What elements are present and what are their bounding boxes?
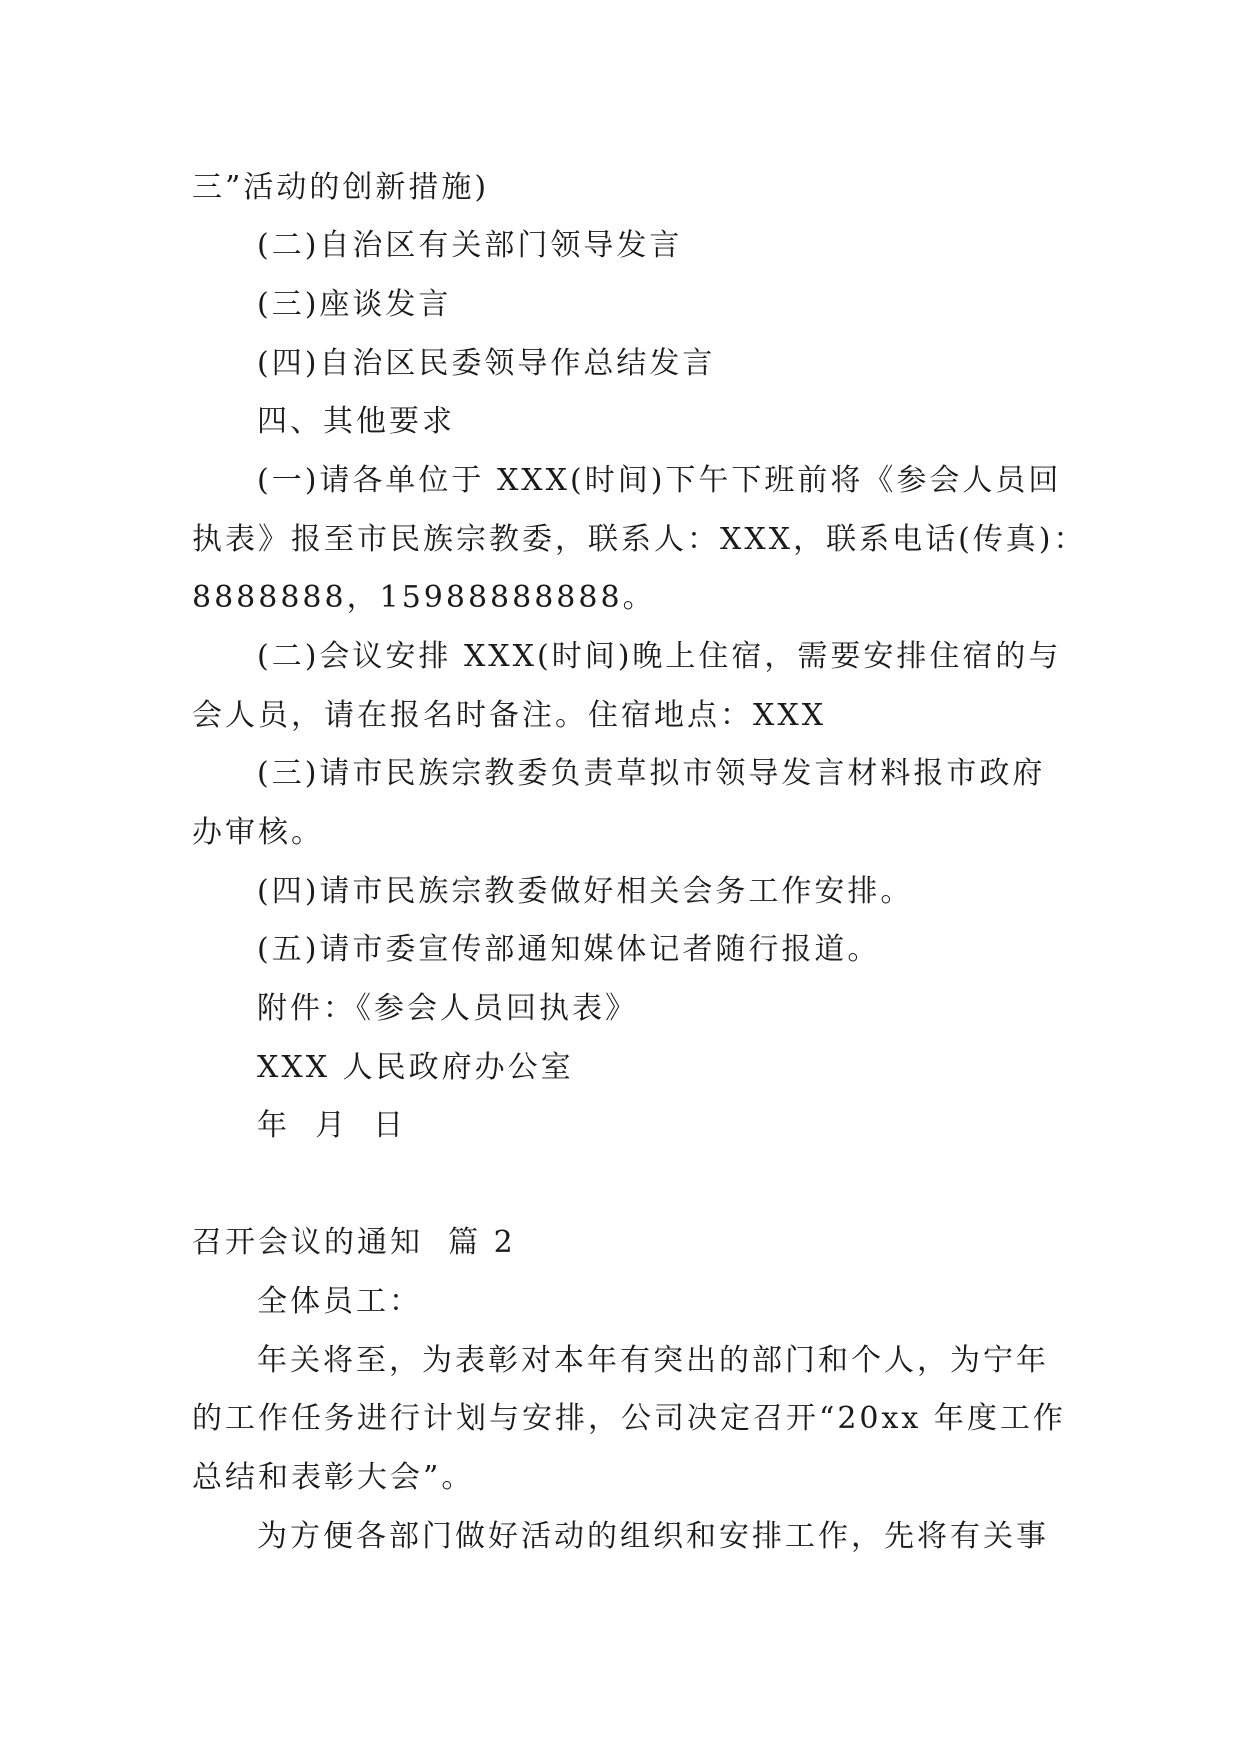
- section-heading: 四、其他要求: [257, 404, 455, 439]
- text-line: 为方便各部门做好活动的组织和安排工作，先将有关事: [257, 1519, 1049, 1554]
- text-line: 的工作任务进行计划与安排，公司决定召开“20xx 年度工作: [192, 1401, 1066, 1436]
- notice-title: 召开会议的通知 篇 2: [192, 1225, 516, 1260]
- text-line: (三)请市民族宗教委负责草拟市领导发言材料报市政府: [257, 756, 1046, 791]
- text-line: 会人员，请在报名时备注。住宿地点：XXX: [192, 698, 827, 733]
- text-line: (三)座谈发言: [257, 287, 452, 322]
- text-line: (二)会议安排 XXX(时间)晚上住宿，需要安排住宿的与: [257, 639, 1062, 674]
- text-line: 执表》报至市民族宗教委，联系人：XXX，联系电话(传真)：: [192, 522, 1087, 557]
- text-line: 8888888，15988888888。: [192, 580, 656, 615]
- signature-org: XXX 人民政府办公室: [257, 1050, 574, 1085]
- text-line: (四)请市民族宗教委做好相关会务工作安排。: [257, 874, 914, 909]
- text-line: 办审核。: [192, 815, 324, 850]
- text-line: (四)自治区民委领导作总结发言: [257, 346, 716, 381]
- text-line: (五)请市委宣传部通知媒体记者随行报道。: [257, 932, 881, 967]
- salutation: 全体员工：: [257, 1284, 422, 1319]
- text-line: 三”活动的创新措施): [192, 170, 490, 205]
- text-line: 总结和表彰大会”。: [192, 1460, 475, 1495]
- text-line: (一)请各单位于 XXX(时间)下午下班前将《参会人员回: [257, 463, 1062, 498]
- text-line: 年关将至，为表彰对本年有突出的部门和个人，为宁年: [257, 1343, 1049, 1378]
- attachment-line: 附件：《参会人员回执表》: [257, 991, 638, 1026]
- text-line: (二)自治区有关部门领导发言: [257, 228, 683, 263]
- date-line: 年 月 日: [257, 1108, 407, 1143]
